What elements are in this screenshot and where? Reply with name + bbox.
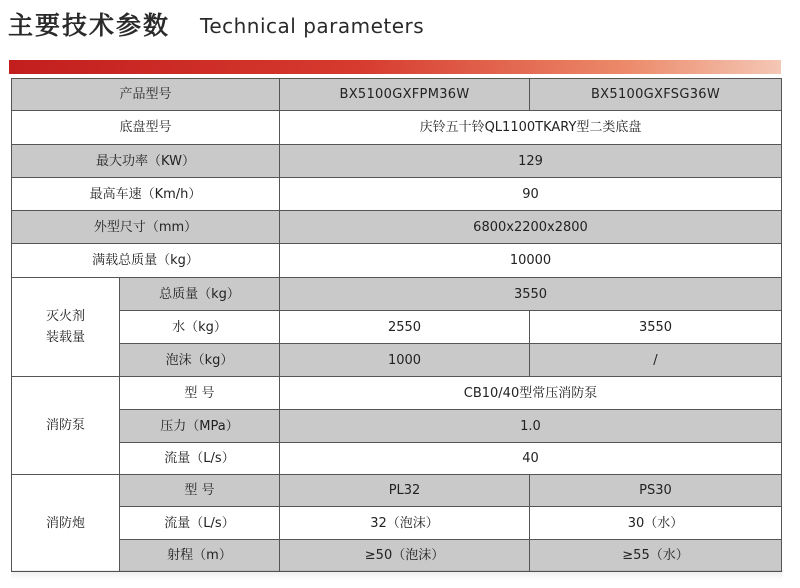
agent-water-a: 2550 xyxy=(279,310,530,344)
max-power-value: 129 xyxy=(279,144,782,178)
pump-pressure-value: 1.0 xyxy=(279,409,782,443)
red-header-bar xyxy=(9,60,781,74)
dimensions-value: 6800x2200x2800 xyxy=(279,210,782,244)
gross-mass-label: 满载总质量（kg） xyxy=(11,243,280,278)
dimensions-label: 外型尺寸（mm） xyxy=(11,210,280,244)
monitor-range-b: ≥55（水） xyxy=(529,539,782,572)
agent-water-label: 水（kg） xyxy=(119,310,280,344)
pump-flow-label: 流量（L/s） xyxy=(119,442,280,475)
gross-mass-value: 10000 xyxy=(279,243,782,278)
agent-water-b: 3550 xyxy=(529,310,782,344)
max-power-label: 最大功率（KW） xyxy=(11,144,280,178)
product-model-b: BX5100GXFSG36W xyxy=(529,78,782,111)
monitor-type-label: 型 号 xyxy=(119,474,280,507)
max-speed-value: 90 xyxy=(279,177,782,211)
monitor-range-label: 射程（m） xyxy=(119,539,280,572)
agent-foam-label: 泡沫（kg） xyxy=(119,343,280,377)
monitor-group-label: 消防炮 xyxy=(11,474,120,572)
product-model-label: 产品型号 xyxy=(11,78,280,111)
monitor-flow-b: 30（水） xyxy=(529,506,782,540)
agent-group-label-line2: 装载量 xyxy=(45,330,85,345)
agent-group-label xyxy=(11,277,120,377)
agent-total-value: 3550 xyxy=(279,277,782,311)
pump-pressure-label: 压力（MPa） xyxy=(119,409,280,443)
page-title-cn: 主要技术参数 xyxy=(8,11,171,40)
monitor-range-a: ≥50（泡沫） xyxy=(279,539,530,572)
max-speed-label: 最高车速（Km/h） xyxy=(11,177,280,211)
pump-type-value: CB10/40型常压消防泵 xyxy=(279,376,782,410)
product-model-a: BX5100GXFPM36W xyxy=(279,78,530,111)
monitor-flow-label: 流量（L/s） xyxy=(119,506,280,540)
pump-group-label: 消防泵 xyxy=(11,376,120,475)
agent-group-label-line1: 灭火剂 xyxy=(45,309,85,324)
page-title-en: Technical parameters xyxy=(200,14,425,38)
monitor-flow-a: 32（泡沫） xyxy=(279,506,530,540)
agent-foam-a: 1000 xyxy=(279,343,530,377)
pump-type-label: 型 号 xyxy=(119,376,280,410)
table-shadow xyxy=(11,570,783,580)
monitor-type-a: PL32 xyxy=(279,474,530,507)
agent-total-label: 总质量（kg） xyxy=(119,277,280,311)
agent-foam-b: / xyxy=(529,343,782,377)
chassis-model-value: 庆铃五十铃QL1100TKARY型二类底盘 xyxy=(279,110,782,145)
pump-flow-value: 40 xyxy=(279,442,782,475)
monitor-type-b: PS30 xyxy=(529,474,782,507)
chassis-model-label: 底盘型号 xyxy=(11,110,280,145)
